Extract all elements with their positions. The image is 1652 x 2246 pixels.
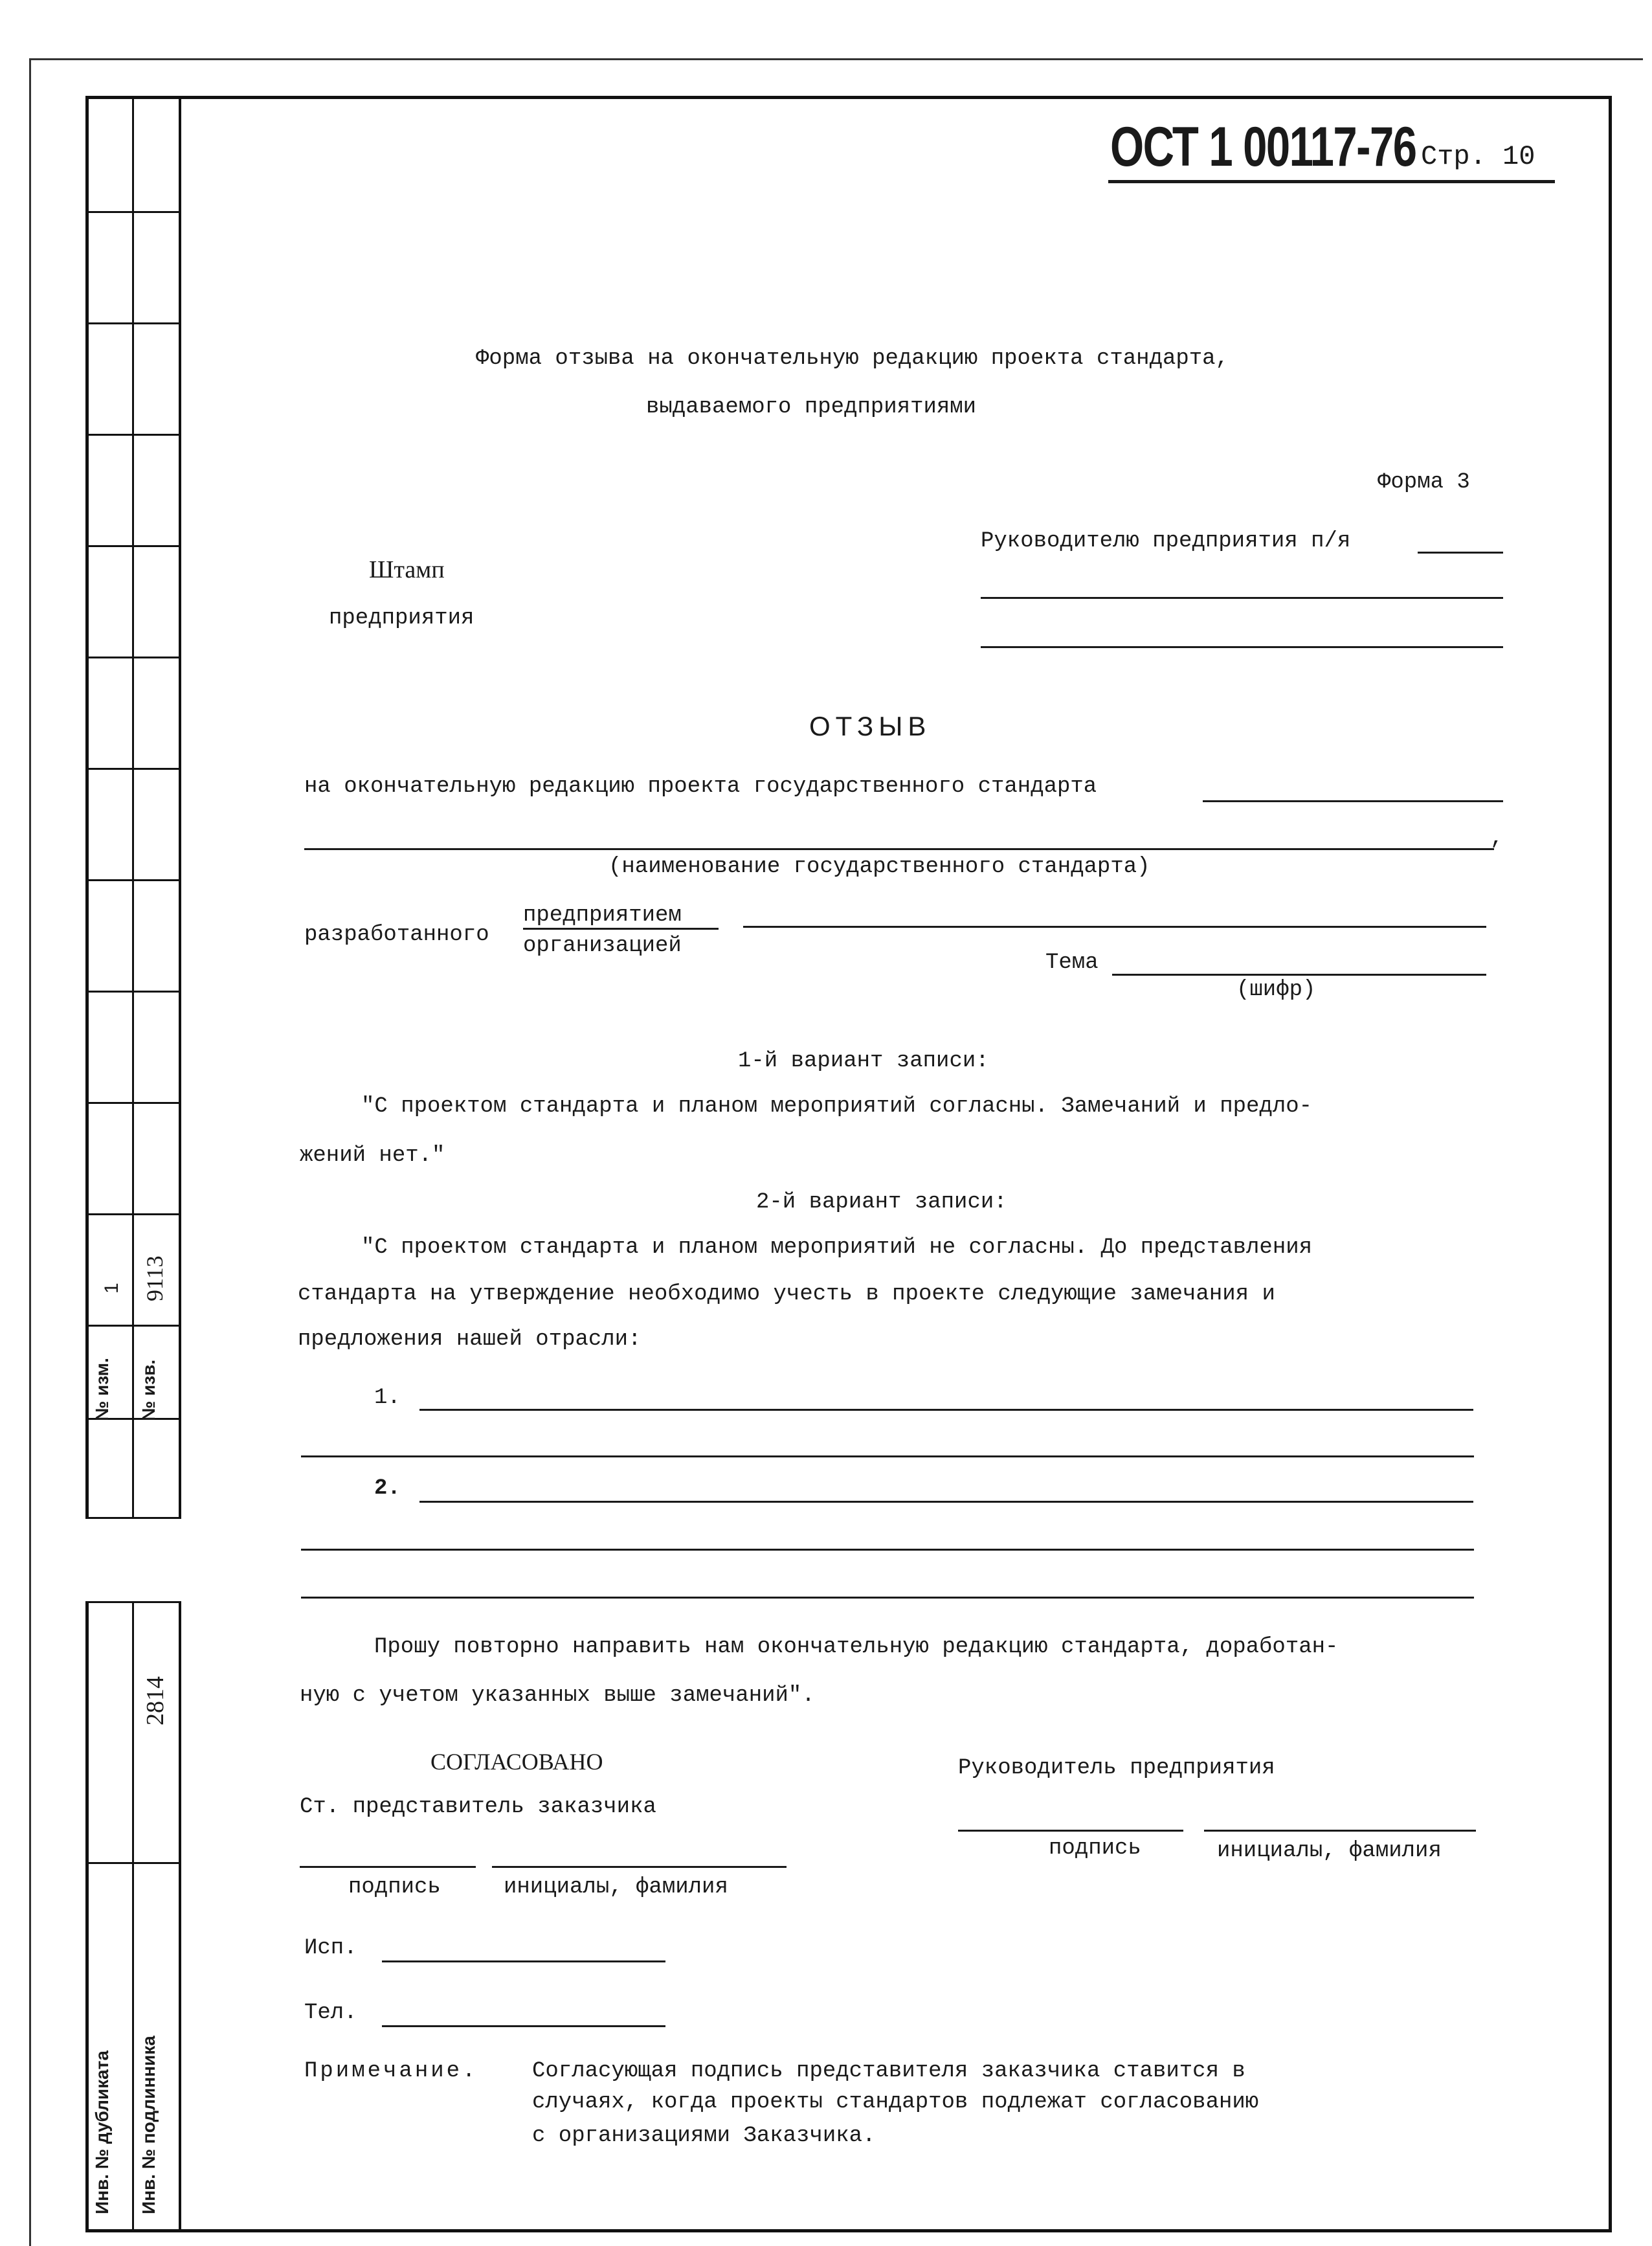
margin-strip [85,96,181,2232]
developer-line [743,926,1486,928]
strip-divider [132,96,134,2232]
strip-rule [85,657,181,658]
standard-name-line [304,848,1494,850]
stamp-label-line2: предприятия [329,606,474,631]
head-name-caption: инициалы, фамилия [1217,1839,1442,1863]
notice-no: 9113 [142,1255,168,1301]
form-heading-line2: выдаваемого предприятиями [646,395,977,420]
head-signature-line [958,1830,1183,1832]
addressee-line [981,646,1503,648]
strip-rule [85,768,181,770]
strip-gap [85,1517,181,1601]
customer-name-line [492,1866,787,1868]
phone-line [382,2025,665,2027]
document-title: ОТЗЫВ [809,711,932,741]
page-number: 10 [1502,141,1535,172]
strip-rule [85,434,181,436]
strip-rule [85,545,181,547]
remark-item2-number: 2. [374,1476,401,1501]
strip-rule [85,879,181,881]
head-name-line [1204,1830,1476,1832]
customer-rep-label: Ст. представитель заказчика [300,1795,656,1819]
request-line1: Прошу повторно направить нам окончательную редакцию стандарта, доработан- [374,1635,1339,1659]
strip-rule [85,211,181,213]
note-line2: случаях, когда проекты стандартов подлежат согласованию [532,2090,1259,2115]
duplicate-inventory-label: Инв. № дубликата [92,2050,112,2214]
executor-label: Исп. [304,1936,357,1960]
remark-line [301,1549,1474,1551]
note-line1: Согласующая подпись представителя заказчика ставится в [532,2059,1245,2083]
strip-rule [85,322,181,324]
variant1-line2: жений нет." [300,1143,445,1168]
standard-number: ОСТ 1 00117-76 [1110,116,1416,178]
notice-no-label: № изв. [139,1359,159,1421]
original-inventory-label: Инв. № подлинника [139,2036,159,2214]
change-no: 1 [101,1283,122,1294]
standard-name-comma: , [1490,826,1504,851]
request-line2: ную с учетом указанных выше замечаний". [300,1683,815,1708]
variant2-line1: "С проектом стандарта и планом мероприятий не согласны. До представления [361,1235,1313,1260]
theme-line [1112,974,1486,976]
standard-name-caption: (наименование государственного стандарта) [608,855,1150,879]
remark-line [301,1455,1474,1457]
original-inventory-no: 2814 [142,1676,169,1725]
subject-text: на окончательную редакцию проекта государственного стандарта [304,774,1097,799]
addressee-box-no-line [1418,552,1503,554]
variant2-heading: 2-й вариант записи: [756,1190,1007,1215]
form-heading-line1: Форма отзыва на окончательную редакцию проекта стандарта, [476,346,1229,371]
note-line3: с организациями Заказчика. [532,2124,876,2148]
option-organization: организацией [523,934,682,958]
variant2-line2: стандарта на утверждение необходимо учесть в проекте следующие замечания и [298,1282,1275,1307]
agreed-label: СОГЛАСОВАНО [430,1749,603,1775]
remark-line [301,1597,1474,1599]
strip-rule [85,1325,181,1327]
strip-rule [85,991,181,993]
phone-label: Тел. [304,2001,357,2025]
strip-rule [85,1517,181,1519]
note-label: Примечание. [304,2059,478,2083]
strip-rule [85,1102,181,1104]
page-prefix: Стр. [1421,141,1486,172]
option-enterprise: предприятием [523,903,682,928]
remark-item1-line [419,1409,1473,1411]
developed-by-label: разработанного [304,923,489,947]
option-fraction-line [523,928,719,930]
variant1-heading: 1-й вариант записи: [738,1049,989,1073]
stamp-label-line1: Штамп [369,556,445,583]
addressee-line [981,597,1503,599]
standard-code-line [1203,800,1503,802]
page-label [1421,141,1535,172]
theme-caption: (шифр) [1236,978,1316,1002]
remark-item2-line [419,1501,1473,1503]
addressee-label: Руководителю предприятия п/я [981,529,1351,554]
strip-rule [85,1862,181,1864]
strip-rule [85,1601,181,1603]
customer-name-caption: инициалы, фамилия [504,1875,728,1900]
head-title: Руководитель предприятия [958,1756,1275,1780]
form-number: Форма 3 [1378,470,1470,495]
strip-rule [85,1213,181,1215]
variant2-line3: предложения нашей отрасли: [298,1327,642,1352]
customer-signature-caption: подпись [348,1875,441,1900]
header-underline [1108,180,1555,183]
change-no-label: № изм. [92,1358,112,1421]
executor-line [382,1960,665,1962]
variant1-line1: "С проектом стандарта и планом мероприятий согласны. Замечаний и предло- [361,1094,1313,1119]
customer-signature-line [300,1866,476,1868]
head-signature-caption: подпись [1049,1836,1141,1861]
remark-item1-number: 1. [374,1386,401,1410]
theme-label: Тема [1045,950,1099,975]
